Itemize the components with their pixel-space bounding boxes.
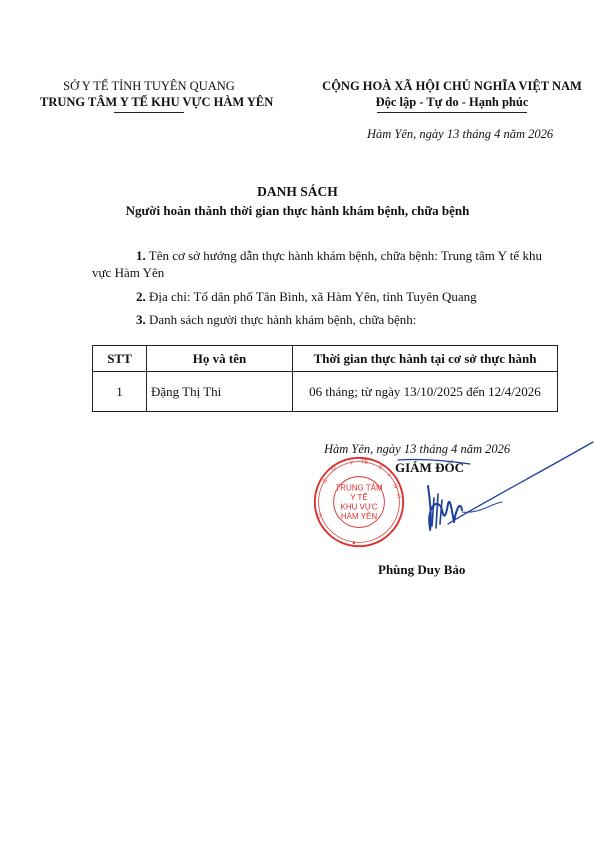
national-heading-block [313,78,591,113]
document-title: DANH SÁCH [257,184,338,199]
column-header-name: Họ và tên [147,346,293,372]
table-header-row [93,346,558,372]
issue-date: Hàm Yên, ngày 13 tháng 4 năm 2026 [367,127,554,141]
national-motto: Độc lập - Tự do - Hạnh phúc [375,95,529,109]
cell-name: Đặng Thị Thi [147,372,293,412]
stamp-line-1: TRUNG TÂM [335,483,383,493]
svg-text:Q: Q [316,512,324,519]
column-header-stt: STT [93,346,147,372]
item-text: Địa chỉ: Tổ dân phố Tân Bình, xã Hàm Yên, tỉnh Tuyên Quang [145,289,477,304]
item-number: 3. [136,312,146,327]
item-text: Tên cơ sở hướng dẫn thực hành khám bệnh, chữa bệnh: Trung tâm Y tế khu vực Hàm Yên [92,248,542,280]
svg-text:Ở: Ở [330,464,338,473]
motto-underline [377,112,527,113]
svg-text:★: ★ [351,540,357,547]
item-list-intro [136,311,416,328]
column-header-duration: Thời gian thực hành tại cơ sở thực hành [293,346,558,372]
item-text: Danh sách người thực hành khám bệnh, chữa bệnh: [145,312,417,327]
cell-stt: 1 [93,372,147,412]
agency-underline [114,112,184,113]
cell-duration: 06 tháng; từ ngày 13/10/2025 đến 12/4/2026 [293,372,558,412]
issuing-unit: TRUNG TÂM Y TẾ KHU VỰC HÀM YÊN [40,95,274,109]
signer-name: Phùng Duy Bảo [378,562,466,577]
svg-text:TẾ: TẾ [360,459,369,466]
signer-title: GIÁM ĐỐC [395,460,464,475]
country-name: CỘNG HOÀ XÃ HỘI CHỦ NGHĨA VIỆT NAM [322,79,582,93]
item-facility [92,247,562,281]
item-number: 2. [136,289,146,304]
handwritten-signature [390,438,595,538]
svg-text:N: N [391,483,399,490]
stamp-line-3: KHU VỰC [340,502,378,512]
table-row [93,372,558,412]
item-address [136,288,477,305]
svg-text:Y: Y [349,460,354,467]
stamp-line-4: HÀM YÊN [340,511,378,521]
parent-agency: SỞ Y TẾ TỈNH TUYÊN QUANG [63,79,235,93]
svg-text:H: H [394,493,402,499]
signing-date: Hàm Yên, ngày 13 tháng 4 năm 2026 [324,442,511,456]
stamp-line-2: Y TẾ [350,493,368,503]
issuing-agency-block [40,78,274,113]
svg-text:T: T [376,464,383,472]
practitioner-table [92,345,558,412]
svg-text:S: S [322,477,330,485]
item-number: 1. [136,248,146,263]
document-subtitle: Người hoàn thành thời gian thực hành khám bệnh, chữa bệnh [125,203,470,218]
svg-text:Ỉ: Ỉ [385,472,392,479]
